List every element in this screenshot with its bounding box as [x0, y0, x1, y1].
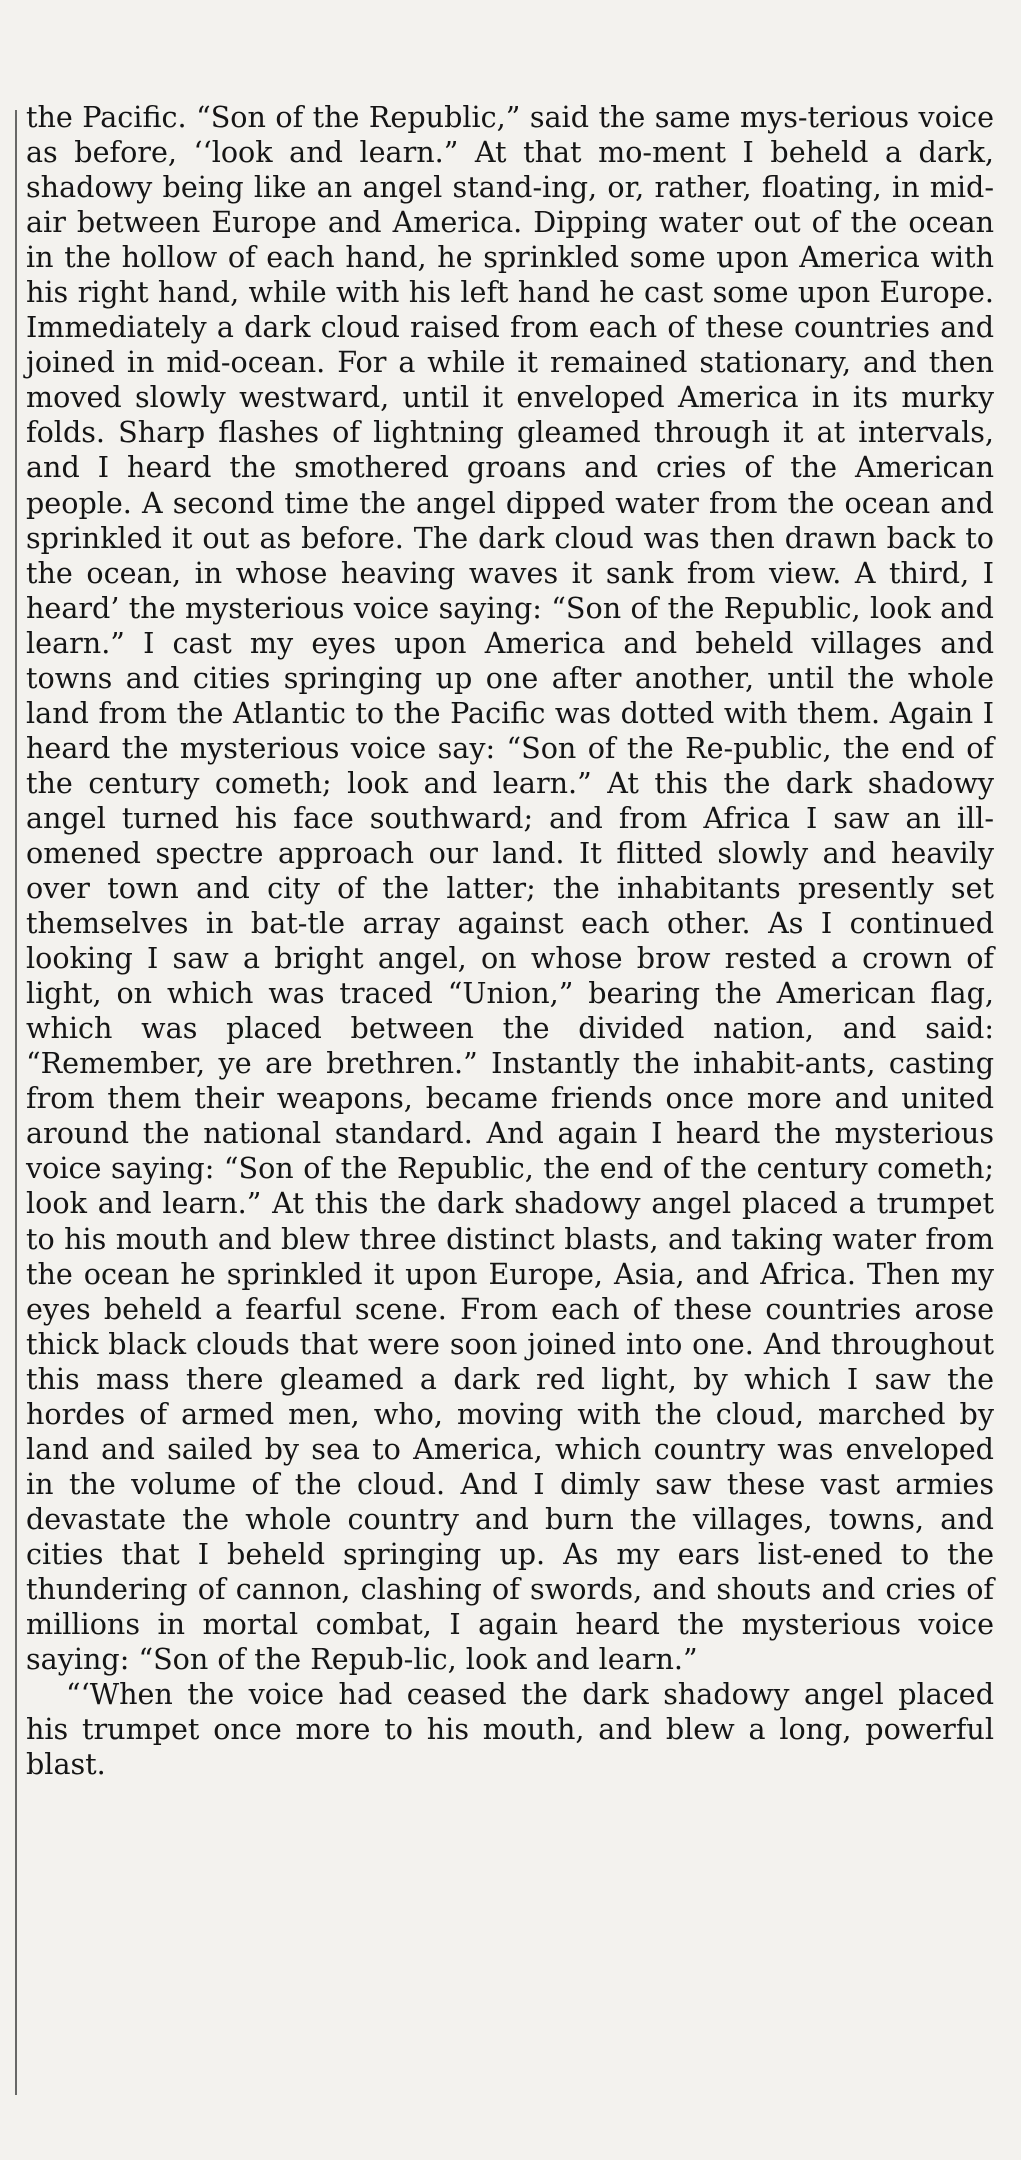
column-rule: [15, 110, 17, 2095]
article-paragraph: “‘When the voice had ceased the dark shadowy angel placed his trumpet once more to his mouth, and blew a long, powerful blast.: [26, 1677, 994, 1782]
article-column: [26, 100, 994, 1782]
article-paragraph: the Pacific. “Son of the Republic,” said the same mys-terious voice as before, ‘‘look and learn.” At that mo-ment I beheld a dark, shadowy being like an angel stand-ing, or, rather, floating, in mid-air between Europe and America. Dipping water out of the ocean in the hollow of each hand, he sprinkled some upon America with his right hand, while with his left hand he cast some upon Europe. Immediately a dark cloud raised from each of these countries and joined in mid-ocean. For a while it remained stationary, and then moved slowly westward, until it enveloped America in its murky folds. Sharp flashes of lightning gleamed through it at intervals, and I heard the smothered groans and cries of the American people. A second time the angel dipped water from the ocean and sprinkled it out as before. The dark cloud was then drawn back to the ocean, in whose heaving waves it sank from view. A third, I heard’ the mysterious voice saying: “Son of the Republic, look and learn.” I cast my eyes upon America and beheld villages and towns and cities springing up one after another, until the whole land from the Atlantic to the Pacific was dotted with them. Again I heard the mysterious voice say: “Son of the Re-public, the end of the century cometh; look and learn.” At this the dark shadowy angel turned his face southward; and from Africa I saw an ill-omened spectre approach our land. It flitted slowly and heavily over town and city of the latter; the inhabitants presently set themselves in bat-tle array against each other. As I continued looking I saw a bright angel, on whose brow rested a crown of light, on which was traced “Union,” bearing the American flag, which was placed between the divided nation, and said: “Remember, ye are brethren.” Instantly the inhabit-ants, casting from them their weapons, became friends once more and united around the national standard. And again I heard the mysterious voice saying: “Son of the Republic, the end of the century cometh; look and learn.” At this the dark shadowy angel placed a trumpet to his mouth and blew three distinct blasts, and taking water from the ocean he sprinkled it upon Europe, Asia, and Africa. Then my eyes beheld a fearful scene. From each of these countries arose thick black clouds that were soon joined into one. And throughout this mass there gleamed a dark red light, by which I saw the hordes of armed men, who, moving with the cloud, marched by land and sailed by sea to America, which country was enveloped in the volume of the cloud. And I dimly saw these vast armies devastate the whole country and burn the villages, towns, and cities that I beheld springing up. As my ears list-ened to the thundering of cannon, clashing of swords, and shouts and cries of millions in mortal combat, I again heard the mysterious voice saying: “Son of the Repub-lic, look and learn.”: [26, 100, 994, 1677]
